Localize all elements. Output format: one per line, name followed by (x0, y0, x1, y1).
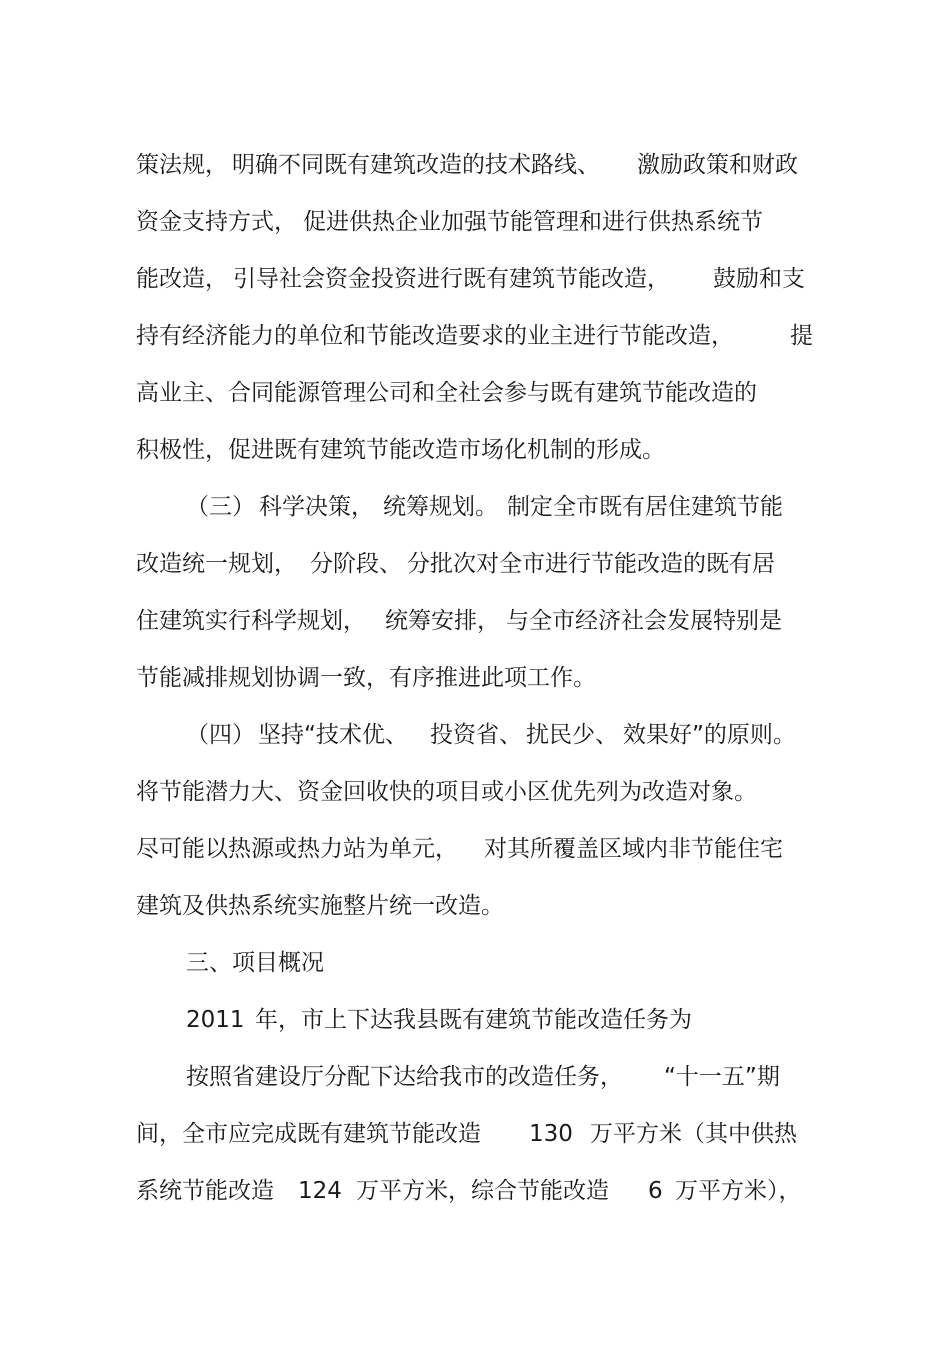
text-segment: 分批次对全市进行节能改造的既有居 (407, 551, 775, 577)
text-line (0, 1114, 950, 1154)
text-segment: 策法规， (136, 152, 228, 178)
text-segment: 统筹安排， (385, 608, 500, 634)
text-segment: 系统节能改造 (136, 1178, 274, 1204)
text-line (0, 259, 950, 299)
text-segment: 明确不同既有建筑改造的技术路线、 (232, 152, 600, 178)
text-line (0, 658, 950, 698)
text-line (0, 544, 950, 584)
text-segment: 引导社会资金投资进行既有建筑节能改造， (233, 266, 670, 292)
text-line (0, 715, 950, 755)
text-line (0, 316, 950, 356)
text-segment: （四） (186, 722, 255, 748)
text-segment: 制定全市既有居住建筑节能 (507, 494, 783, 520)
text-segment: 住建筑实行科学规划， (136, 608, 366, 634)
text-segment: 高业主、合同能源管理公司和全社会参与既有建筑节能改造的 (136, 380, 757, 406)
text-line (0, 601, 950, 641)
text-segment: 按照省建设厅分配下达给我市的改造任务， (186, 1064, 623, 1090)
text-segment: 激励政策和财政 (637, 152, 798, 178)
text-line (0, 1057, 950, 1097)
section-heading (0, 943, 950, 983)
text-segment: 分阶段、 (310, 551, 402, 577)
text-segment: 尽可能以热源或热力站为单元， (136, 836, 458, 862)
text-segment: 万平方米（其中供热 (590, 1121, 797, 1147)
text-segment: 效果好”的原则。 (623, 722, 796, 748)
section-heading-text: 三、项目概况 (186, 950, 324, 976)
text-segment: “十一五”期 (664, 1064, 780, 1090)
text-segment: 节能减排规划协调一致，有序推进此项工作。 (136, 665, 596, 691)
text-segment: 持有经济能力的单位和节能改造要求的业主进行节能改造， (136, 323, 734, 349)
text-line (0, 202, 950, 242)
text-segment: 促进供热企业加强节能管理和进行供热系统节 (303, 209, 763, 235)
text-segment: 科学决策， (259, 494, 374, 520)
text-segment: 万平方米，综合节能改造 (356, 1178, 609, 1204)
text-line (0, 1000, 950, 1040)
text-segment: 鼓励和支 (713, 266, 805, 292)
text-line (0, 487, 950, 527)
text-segment: 扰民少、 (526, 722, 618, 748)
text-segment: 2011 (186, 1007, 245, 1033)
text-line (0, 886, 950, 926)
text-segment: 积极性，促进既有建筑节能改造市场化机制的形成。 (136, 437, 665, 463)
text-segment: 能改造， (136, 266, 228, 292)
text-segment: 6 (648, 1178, 663, 1204)
text-segment: 坚持“技术优、 (258, 722, 408, 748)
text-segment: 万平方米）， (675, 1178, 802, 1204)
text-segment: 130 (529, 1121, 573, 1147)
text-segment: 提 (790, 323, 813, 349)
text-segment: 间，全市应完成既有建筑节能改造 (136, 1121, 481, 1147)
text-segment: 与全市经济社会发展特别是 (506, 608, 782, 634)
text-segment: 投资省、 (430, 722, 522, 748)
text-segment: 年，市上下达我县既有建筑节能改造任务为 (255, 1007, 692, 1033)
text-segment: （三） (186, 494, 255, 520)
text-segment: 统筹规划。 (383, 494, 498, 520)
text-segment: 对其所覆盖区域内非节能住宅 (484, 836, 783, 862)
text-segment: 建筑及供热系统实施整片统一改造。 (136, 893, 504, 919)
text-line (0, 373, 950, 413)
text-line (0, 1171, 950, 1211)
text-line (0, 772, 950, 812)
text-segment: 改造统一规划， (136, 551, 297, 577)
text-segment: 资金支持方式， (136, 209, 297, 235)
text-line (0, 829, 950, 869)
text-segment: 将节能潜力大、资金回收快的项目或小区优先列为改造对象。 (136, 779, 757, 805)
text-segment: 124 (298, 1178, 342, 1204)
text-line (0, 145, 950, 185)
text-line (0, 430, 950, 470)
